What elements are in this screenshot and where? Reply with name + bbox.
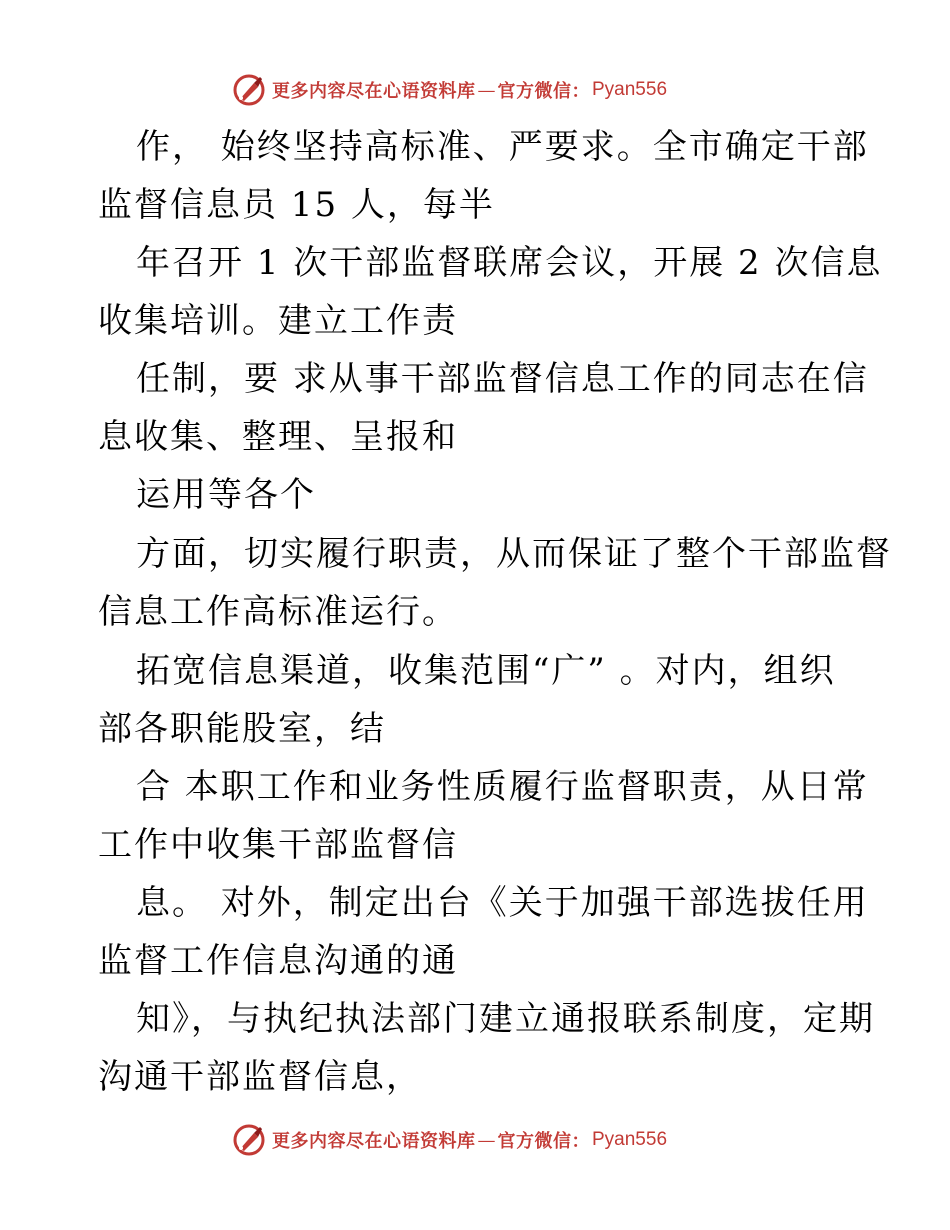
banner-wechat-id: Pyan556	[592, 1129, 668, 1150]
body-line: 监督信息员 15 人，每半	[98, 185, 495, 225]
body-line: 运用等各个	[136, 475, 316, 515]
body-line: 知》，与执纪执法部门建立通报联系制度，定期	[136, 999, 875, 1039]
body-line: 作， 始终坚持高标准、严要求。全市确定干部	[136, 127, 869, 167]
body-line: 拓宽信息渠道，收集范围“广” 。对内，组织	[136, 651, 836, 691]
body-line: 沟通干部监督信息，	[98, 1057, 422, 1097]
banner-contact-label: 官方微信：	[497, 81, 590, 102]
pen-nib-logo-icon	[232, 73, 266, 107]
banner-contact-label: 官方微信：	[497, 1131, 590, 1152]
body-line: 合 本职工作和业务性质履行监督职责，从日常	[136, 767, 869, 807]
body-line: 收集培训。建立工作责	[98, 301, 458, 341]
header-banner	[232, 70, 667, 110]
body-line: 任制，要 求从事干部监督信息工作的同志在信	[136, 359, 869, 399]
banner-separator: —	[477, 79, 496, 101]
body-line: 监督工作信息沟通的通	[98, 941, 458, 981]
body-line: 方面，切实履行职责，从而保证了整个干部监督	[136, 534, 892, 574]
banner-text: 更多内容尽在心语资料库	[272, 81, 476, 102]
body-line: 年召开 1 次干部监督联席会议，开展 2 次信息	[136, 243, 883, 283]
body-line: 信息工作高标准运行。	[98, 592, 458, 632]
banner-text: 更多内容尽在心语资料库	[272, 1131, 476, 1152]
body-line: 息收集、整理、呈报和	[98, 417, 458, 457]
banner-separator: —	[477, 1129, 496, 1151]
pen-nib-logo-icon	[232, 1123, 266, 1157]
banner-wechat-id: Pyan556	[592, 79, 668, 100]
body-line: 息。 对外，制定出台《关于加强干部选拔任用	[136, 883, 869, 923]
footer-banner	[232, 1120, 667, 1160]
body-line: 工作中收集干部监督信	[98, 825, 458, 865]
body-line: 部各职能股室，结	[98, 709, 386, 749]
